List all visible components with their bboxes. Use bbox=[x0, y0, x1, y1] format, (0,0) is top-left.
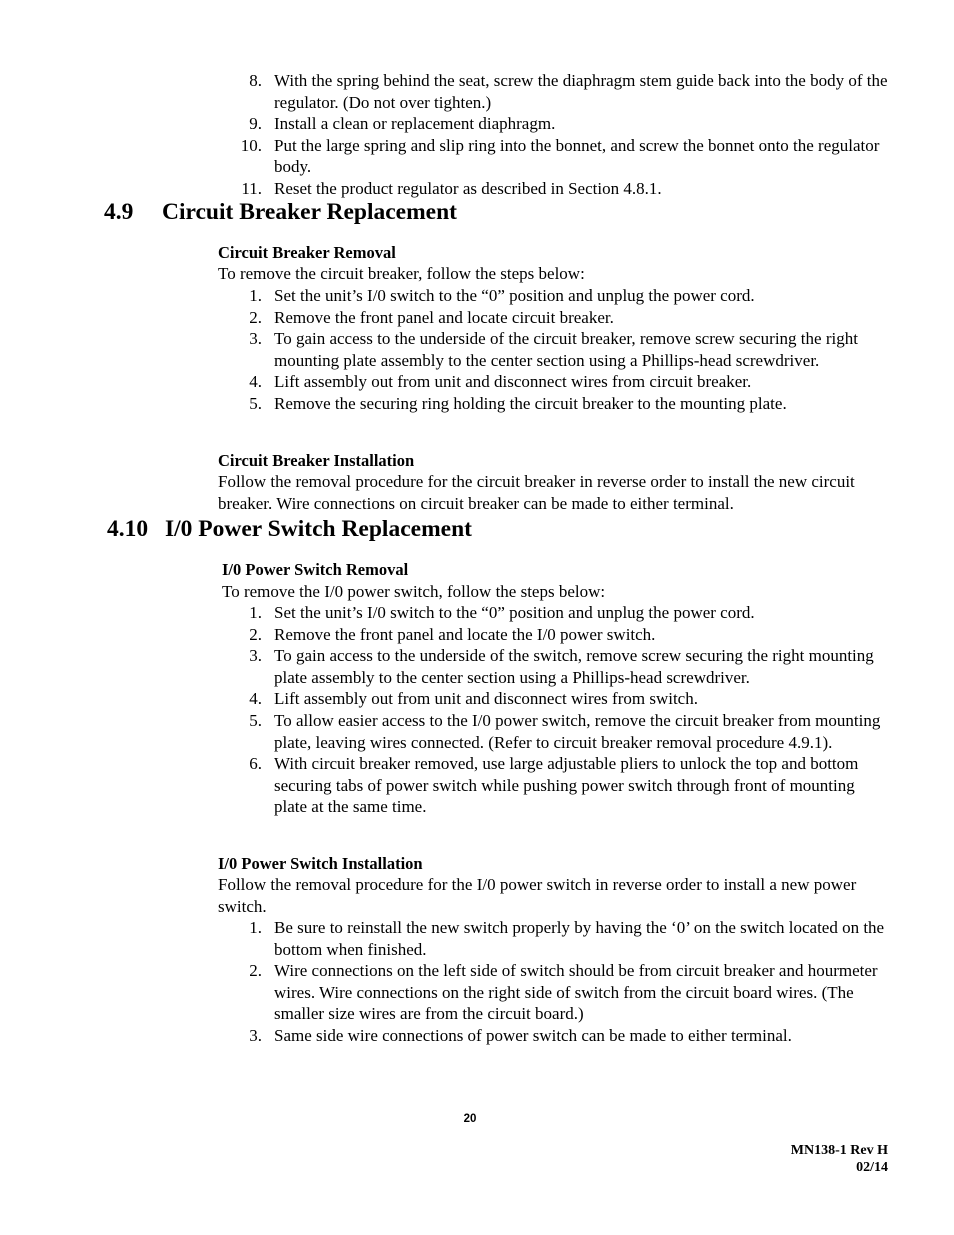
regulator-steps-list bbox=[218, 70, 888, 200]
list-item: 8. With the spring behind the seat, screw the diaphragm stem guide back into the body of the regulator. (Do not over tighten.) bbox=[249, 71, 888, 112]
list-item: 2. Remove the front panel and locate circuit breaker. bbox=[249, 307, 614, 327]
list-item: 1. Be sure to reinstall the new switch properly by having the ‘0’ on the switch located on the bottom when finished. bbox=[249, 918, 885, 959]
list-item: 2. Remove the front panel and locate the I/0 power switch. bbox=[249, 624, 656, 644]
list-item: 5. To allow easier access to the I/0 power switch, remove the circuit breaker from mounting plate, leaving wires connected. (Refer to circuit breaker removal procedure 4.9.1). bbox=[249, 710, 881, 752]
power-switch-installation-heading: I/0 Power Switch Installation bbox=[218, 854, 423, 873]
section-4-10-heading: 4.10 I/0 Power Switch Replacement bbox=[107, 516, 472, 542]
circuit-breaker-removal-heading: Circuit Breaker Removal bbox=[218, 243, 396, 262]
page-number: 20 bbox=[463, 1113, 477, 1125]
list-item: 6. With circuit breaker removed, use large adjustable pliers to unlock the top and bottom securing tabs of power switch while pushing power switch through front of mounting plate at the same time. bbox=[249, 754, 859, 817]
power-switch-installation-steps bbox=[218, 917, 888, 1047]
list-item: 2. Wire connections on the left side of switch should be from circuit breaker and hourmeter wires. Wire connections on the right side of switch from the circuit board wires. (The smaller size wires are from the circuit board.) bbox=[249, 961, 878, 1024]
list-item: 3. Same side wire connections of power switch can be made to either terminal. bbox=[249, 1025, 792, 1045]
list-item: 4. Lift assembly out from unit and disconnect wires from circuit breaker. bbox=[249, 372, 752, 392]
list-item: 1. Set the unit’s I/0 switch to the “0” position and unplug the power cord. bbox=[249, 603, 755, 622]
list-item: 10. Put the large spring and slip ring into the bonnet, and screw the bonnet onto the regulator body. bbox=[240, 135, 880, 177]
list-item: 5. Remove the securing ring holding the circuit breaker to the mounting plate. bbox=[249, 393, 787, 413]
power-switch-removal-steps bbox=[218, 602, 888, 818]
document-id: MN138-1 Rev H bbox=[790, 1143, 888, 1158]
list-item: 9. Install a clean or replacement diaphragm. bbox=[249, 114, 556, 134]
circuit-breaker-removal-steps bbox=[218, 285, 888, 415]
revision-date: 02/14 bbox=[856, 1160, 888, 1175]
section-4-9-heading: 4.9 Circuit Breaker Replacement bbox=[104, 199, 457, 225]
list-item: 4. Lift assembly out from unit and disconnect wires from switch. bbox=[249, 689, 698, 709]
list-item: 3. To gain access to the underside of the switch, remove screw securing the right mounting plate assembly to the center section using a Phillips-head screwdriver. bbox=[249, 646, 874, 687]
circuit-breaker-removal-intro: To remove the circuit breaker, follow the steps below: bbox=[218, 264, 585, 283]
power-switch-removal-intro: To remove the I/0 power switch, follow the steps below: bbox=[222, 582, 606, 601]
circuit-breaker-installation-heading: Circuit Breaker Installation bbox=[218, 451, 415, 470]
circuit-breaker-installation-text: Follow the removal procedure for the circuit breaker in reverse order to install the new circuit breaker. Wire connections on circuit breaker can be made to either terminal. bbox=[218, 472, 855, 513]
power-switch-removal-heading: I/0 Power Switch Removal bbox=[222, 560, 409, 579]
list-item: 1. Set the unit’s I/0 switch to the “0” position and unplug the power cord. bbox=[249, 286, 755, 305]
power-switch-installation-intro: Follow the removal procedure for the I/0 power switch in reverse order to install a new power switch. bbox=[218, 875, 857, 916]
list-item: 11. Reset the product regulator as described in Section 4.8.1. bbox=[241, 178, 662, 198]
list-item: 3. To gain access to the underside of the circuit breaker, remove screw securing the right mounting plate assembly to the center section using a Phillips-head screwdriver. bbox=[249, 329, 858, 370]
